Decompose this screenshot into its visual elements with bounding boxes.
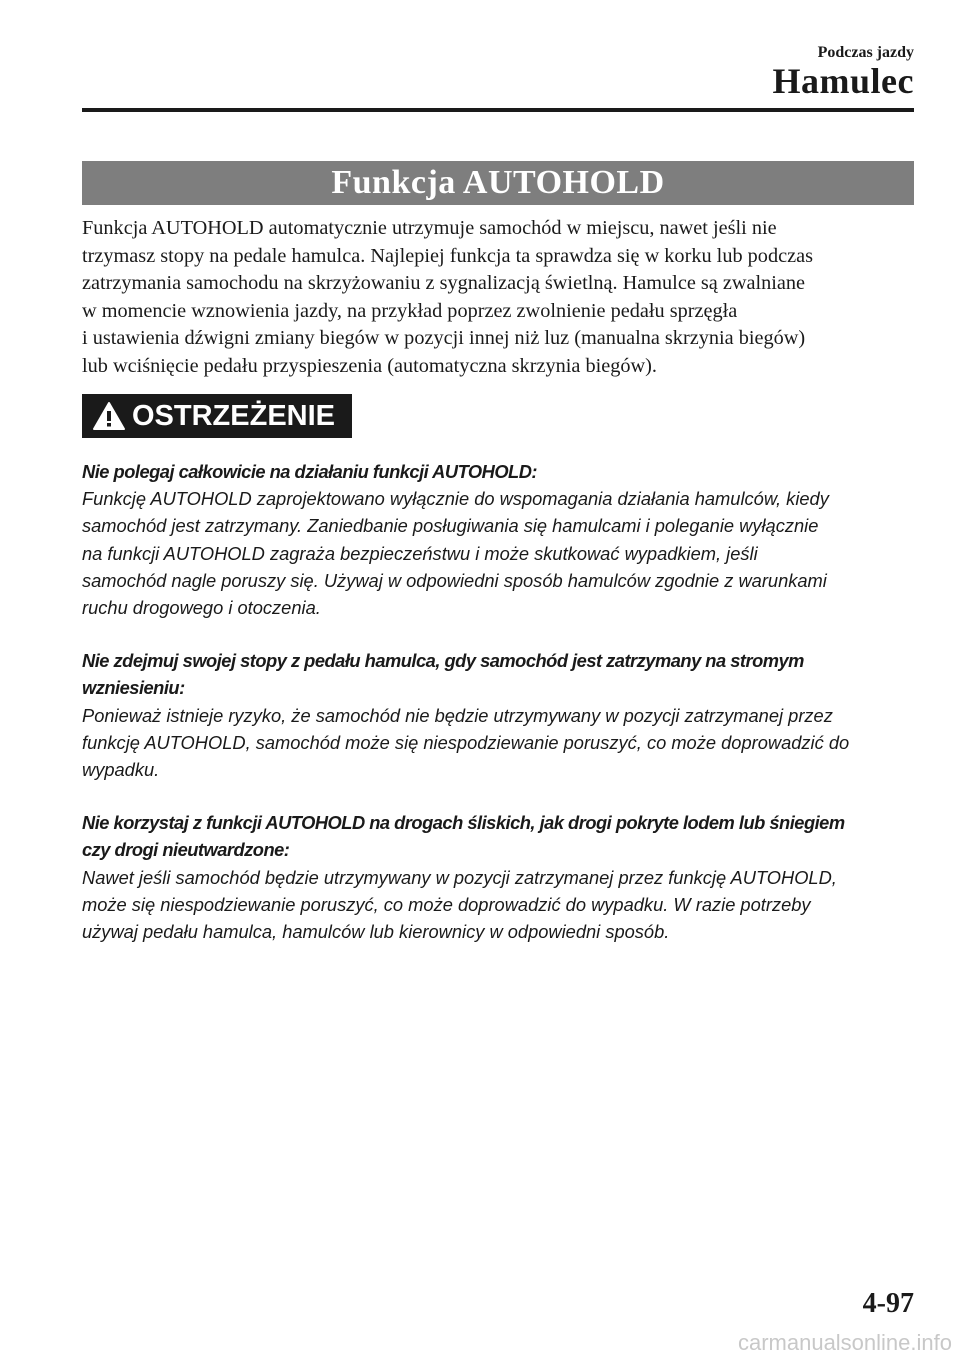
intro-line: Funkcja AUTOHOLD automatycznie utrzymuje samochód w miejscu, nawet jeśli nie [82,217,777,239]
warning-body-line: Funkcję AUTOHOLD zaprojektowano wyłącznie do wspomagania działania hamulców, kiedy [82,488,829,510]
warning-item [82,458,922,621]
warning-heading: Nie polegaj całkowicie na działaniu funkcji AUTOHOLD: [82,461,537,482]
intro-paragraph [82,215,912,381]
warning-heading: czy drogi nieutwardzone: [82,839,290,861]
warning-badge [82,394,352,438]
warning-body-line: używaj pedału hamulca, hamulców lub kierownicy w odpowiedni sposób. [82,921,670,943]
warning-body-line: samochód jest zatrzymany. Zaniedbanie posługiwania się hamulcami i poleganie wyłącznie [82,515,819,537]
header-section-label: Podczas jazdy [817,44,914,61]
warning-label: OSTRZEŻENIE [132,400,336,432]
warning-heading: wzniesieniu: [82,677,185,699]
header-divider [82,108,914,112]
intro-line: i ustawienia dźwigni zmiany biegów w pozycji innej niż luz (manualna skrzynia biegów) [82,327,806,350]
warning-body-line: Nawet jeśli samochód będzie utrzymywany w pozycji zatrzymanej przez funkcję AUTOHOLD, [82,866,837,888]
warning-body-line: ruchu drogowego i otoczenia. [82,597,321,619]
warning-heading: Nie korzystaj z funkcji AUTOHOLD na drogach śliskich, jak drogi pokryte lodem lub śniegiem [82,812,845,834]
warning-body-line: funkcję AUTOHOLD, samochód może się niespodziewanie poruszyć, co może doprowadzić do [82,731,850,753]
warning-triangle-icon [92,401,126,431]
warning-list [82,458,922,971]
warning-heading: Nie zdejmuj swojej stopy z pedału hamulca, gdy samochód jest zatrzymany na stromym [82,650,804,672]
warning-body-line: wypadku. [82,759,160,781]
warning-body-line: samochód nagle poruszy się. Używaj w odpowiedni sposób hamulców zgodnie z warunkami [82,569,827,591]
warning-body-line: Ponieważ istnieje ryzyko, że samochód nie będzie utrzymywany w pozycji zatrzymanej przez [82,704,833,726]
warning-item [82,647,922,783]
intro-line: zatrzymania samochodu na skrzyżowaniu z sygnalizacją świetlną. Hamulce są zwalniane [82,272,806,295]
header-chapter-title: Hamulec [772,61,914,101]
page-number: 4-97 [862,1288,914,1319]
intro-line: lub wciśnięcie pedału przyspieszenia (automatyczna skrzynia biegów). [82,354,657,377]
warning-item [82,809,922,945]
warning-body-line: może się niespodziewanie poruszyć, co może doprowadzić do wypadku. W razie potrzeby [82,893,811,915]
section-title: Funkcja AUTOHOLD [82,161,914,205]
intro-line: w momencie wznowienia jazdy, na przykład poprzez zwolnienie pedału sprzęgła [82,299,738,322]
warning-body-line: na funkcji AUTOHOLD zagraża bezpieczeństwu i może skutkować wypadkiem, jeśli [82,542,758,564]
footer-watermark: carmanualsonline.info [737,1330,952,1355]
intro-line: trzymasz stopy na pedale hamulca. Najlepiej funkcja ta sprawdza się w korku lub podczas [82,244,813,267]
